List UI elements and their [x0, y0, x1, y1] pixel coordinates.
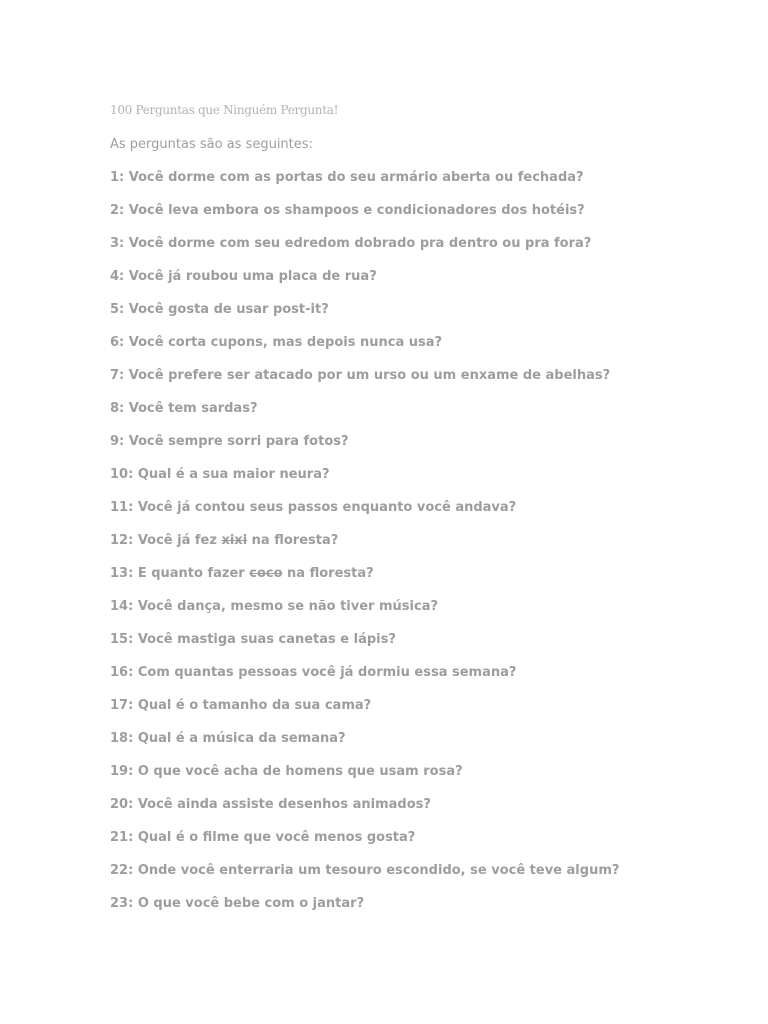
question-item: 9: Você sempre sorri para fotos? [110, 434, 349, 449]
question-item: 8: Você tem sardas? [110, 401, 258, 416]
question-text: 12: Você já fez [110, 533, 222, 548]
question-item: 23: O que você bebe com o jantar? [110, 896, 365, 911]
question-item: 22: Onde você enterraria um tesouro escondido, se você teve algum? [110, 863, 620, 878]
question-item: 19: O que você acha de homens que usam rosa? [110, 764, 463, 779]
question-item: 4: Você já roubou uma placa de rua? [110, 269, 377, 284]
question-text: na floresta? [247, 533, 339, 548]
question-text: na floresta? [282, 566, 374, 581]
question-item: 10: Qual é a sua maior neura? [110, 467, 330, 482]
question-item: 14: Você dança, mesmo se não tiver música? [110, 599, 439, 614]
question-item [110, 532, 619, 565]
question-item: 21: Qual é o filme que você menos gosta? [110, 830, 416, 845]
question-item: 20: Você ainda assiste desenhos animados? [110, 797, 431, 812]
question-item: 6: Você corta cupons, mas depois nunca usa? [110, 335, 443, 350]
question-item [110, 565, 619, 598]
question-item: 5: Você gosta de usar post-it? [110, 302, 329, 317]
intro-text: As perguntas são as seguintes: [110, 137, 313, 152]
question-item: 2: Você leva embora os shampoos e condicionadores dos hotéis? [110, 203, 585, 218]
question-list [110, 169, 619, 928]
question-item: 3: Você dorme com seu edredom dobrado pra dentro ou pra fora? [110, 236, 592, 251]
question-item: 11: Você já contou seus passos enquanto você andava? [110, 500, 517, 515]
question-text: 13: E quanto fazer [110, 566, 250, 581]
struck-word: xixi [221, 533, 248, 548]
struck-word: coco [249, 566, 283, 581]
question-item: 15: Você mastiga suas canetas e lápis? [110, 632, 396, 647]
question-item: 16: Com quantas pessoas você já dormiu essa semana? [110, 665, 517, 680]
question-item: 7: Você prefere ser atacado por um urso ou um enxame de abelhas? [110, 368, 611, 383]
document-title: 100 Perguntas que Ninguém Pergunta! [110, 103, 339, 117]
question-item: 17: Qual é o tamanho da sua cama? [110, 698, 372, 713]
question-item: 1: Você dorme com as portas do seu armário aberta ou fechada? [110, 170, 584, 185]
question-item: 18: Qual é a música da semana? [110, 731, 346, 746]
